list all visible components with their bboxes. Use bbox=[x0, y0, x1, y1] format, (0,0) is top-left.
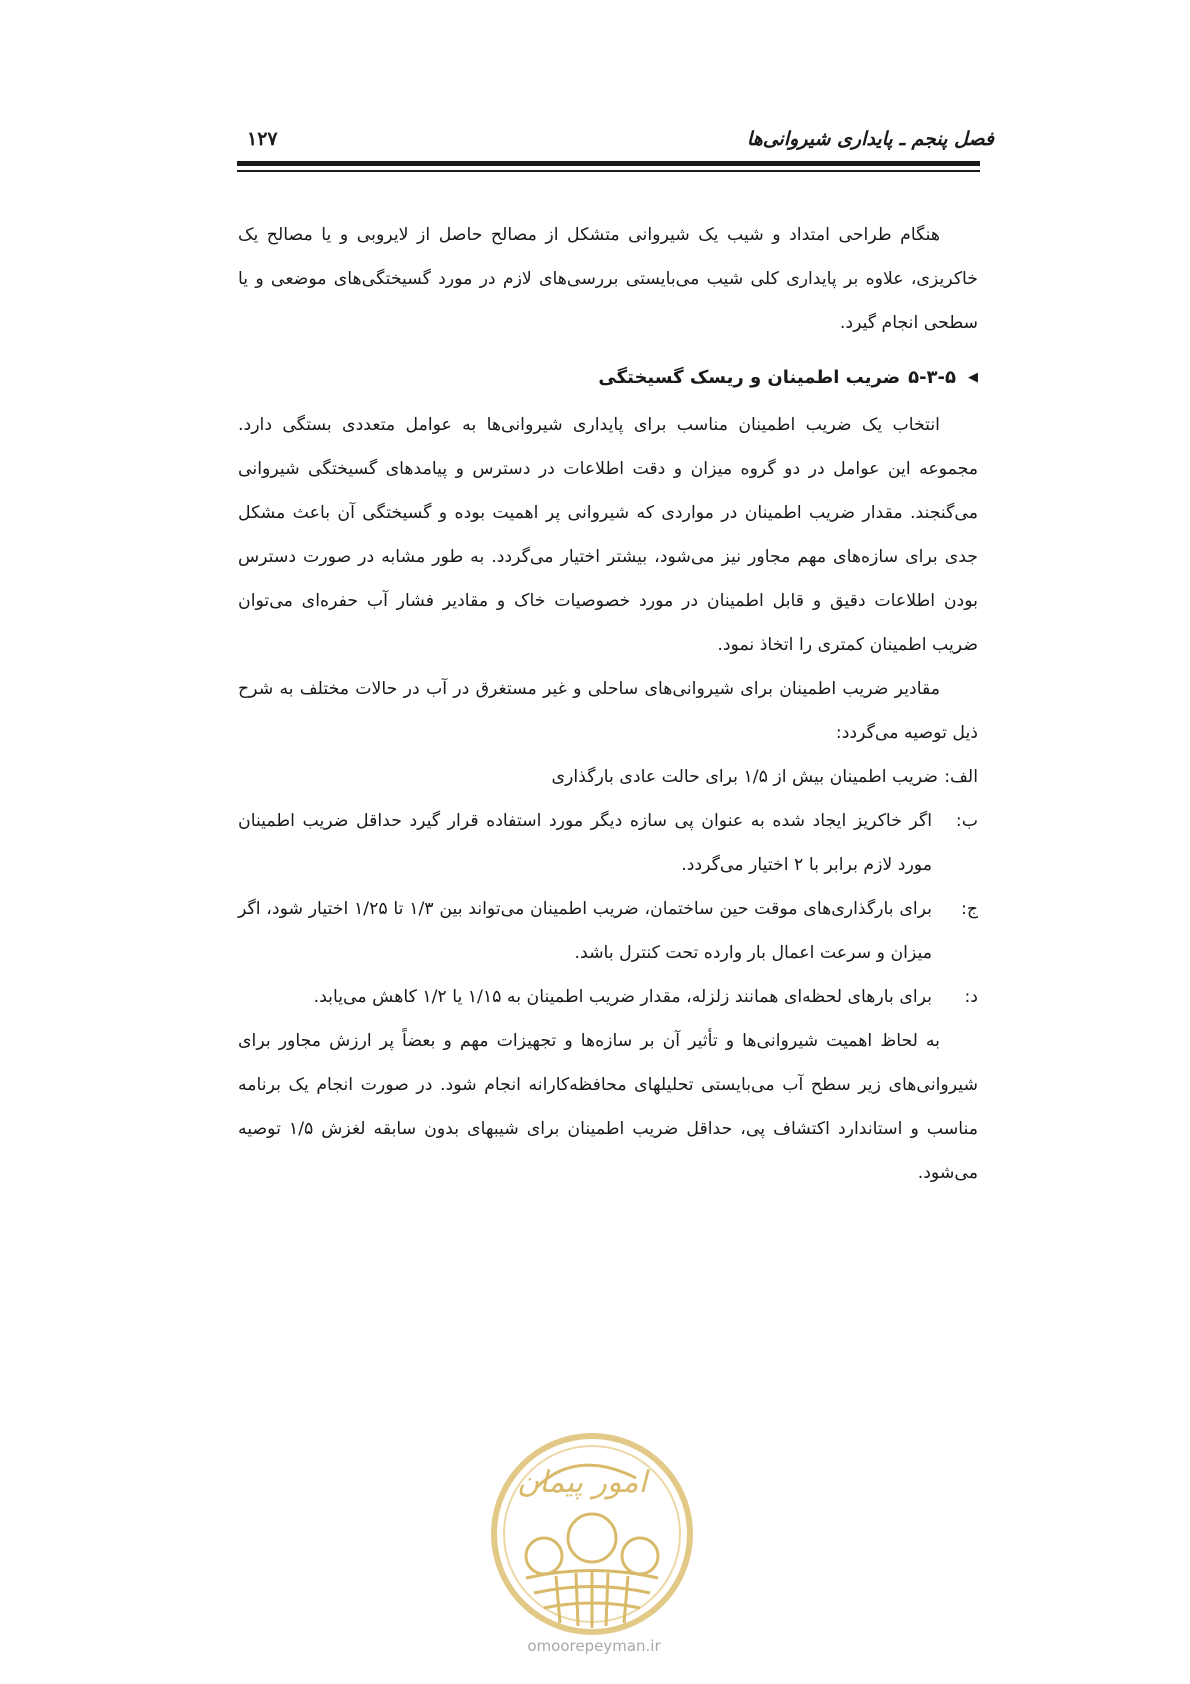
page-number: ۱۲۷ bbox=[247, 128, 278, 150]
paragraph-factor-of-safety: انتخاب یک ضریب اطمینان مناسب برای پایداری شیروانی‌ها به عوامل متعددی بستگی دارد. مجموعه این عوامل در دو گروه میزان و دقت اطلاعات در دسترس و پیامدهای گسیختگی شیروانی می‌گنجند. مقدار ضریب اطمینان در مواردی که شیروانی پر اهمیت بوده و گسیختگی آن باعث مشکل جدی برای سازه‌های مهم مجاور نیز می‌شود، بیشتر اختیار می‌گردد. به طور مشابه در صورت دسترس بودن اطلاعات دقیق و قابل اطمینان در مورد خصوصیات خاک و مقادیر فشار آب حفره‌ای می‌توان ضریب اطمینان کمتری را اتخاذ نمود. bbox=[238, 415, 978, 655]
list-marker: ب: bbox=[955, 811, 978, 831]
list-marker: الف: bbox=[944, 767, 978, 787]
intro-paragraph: هنگام طراحی امتداد و شیب یک شیروانی متشکل از مصالح حاصل از لایروبی و یا مصالح یک خاکریزی، علاوه بر پایداری کلی شیب می‌بایستی بررسی‌های لازم در مورد گسیختگی‌های موضعی و یا سطحی انجام گیرد. bbox=[238, 225, 978, 333]
triangle-left-icon: ◀ bbox=[968, 370, 978, 385]
list-item bbox=[238, 975, 978, 1019]
list-item bbox=[238, 887, 978, 975]
section-number: ۵-۳-۵ bbox=[908, 367, 956, 388]
paragraph-recommended-values: مقادیر ضریب اطمینان برای شیروانی‌های ساحلی و غیر مستغرق در آب در حالات مختلف به شرح ذیل توصیه می‌گردد: bbox=[238, 679, 978, 743]
list-item-text: برای بارهای لحظه‌ای همانند زلزله، مقدار ضریب اطمینان به ۱/۱۵ یا ۱/۲ کاهش می‌یابد. bbox=[313, 987, 932, 1007]
list-item-text: اگر خاکریز ایجاد شده به عنوان پی سازه دیگر مورد استفاده قرار گیرد حداقل ضریب اطمینان مورد لازم برابر با ۲ اختیار می‌گردد. bbox=[238, 811, 932, 875]
seal-lettering: امور پیمان bbox=[517, 1465, 647, 1500]
list-item-text: ضریب اطمینان بیش از ۱/۵ برای حالت عادی بارگذاری bbox=[551, 767, 938, 787]
section-title: ضریب اطمینان و ریسک گسیختگی bbox=[598, 367, 901, 388]
list-marker: ج: bbox=[961, 899, 978, 919]
running-header-title: فصل پنجم ـ پایداری شیروانی‌ها bbox=[746, 128, 994, 150]
list-marker: د: bbox=[964, 987, 978, 1007]
watermark-url: omoorepeyman.ir bbox=[527, 1637, 661, 1655]
page-body bbox=[238, 213, 978, 1195]
paragraph-submerged-slopes: به لحاظ اهمیت شیروانی‌ها و تأثیر آن بر سازه‌ها و تجهیزات مهم و بعضاً پر ارزش مجاور برای شیروانی‌های زیر سطح آب می‌بایستی تحلیلهای محافظه‌کارانه انجام شود. در صورت انجام یک برنامه مناسب و استاندارد اکتشاف پی، حداقل ضریب اطمینان برای شیبهای بدون سابقه لغزش ۱/۵ توصیه می‌شود. bbox=[238, 1031, 978, 1183]
section-heading bbox=[238, 361, 978, 395]
header-rule-thin bbox=[237, 170, 980, 172]
list-item bbox=[238, 755, 978, 799]
omoorepeyman-seal-logo bbox=[486, 1428, 698, 1640]
header-rule-thick bbox=[237, 161, 980, 166]
list-item bbox=[238, 799, 978, 887]
list-item-text: برای بارگذاری‌های موقت حین ساختمان، ضریب اطمینان می‌تواند بین ۱/۳ تا ۱/۲۵ اختیار شود، اگر میزان و سرعت اعمال بار وارده تحت کنترل باشد. bbox=[238, 899, 932, 963]
